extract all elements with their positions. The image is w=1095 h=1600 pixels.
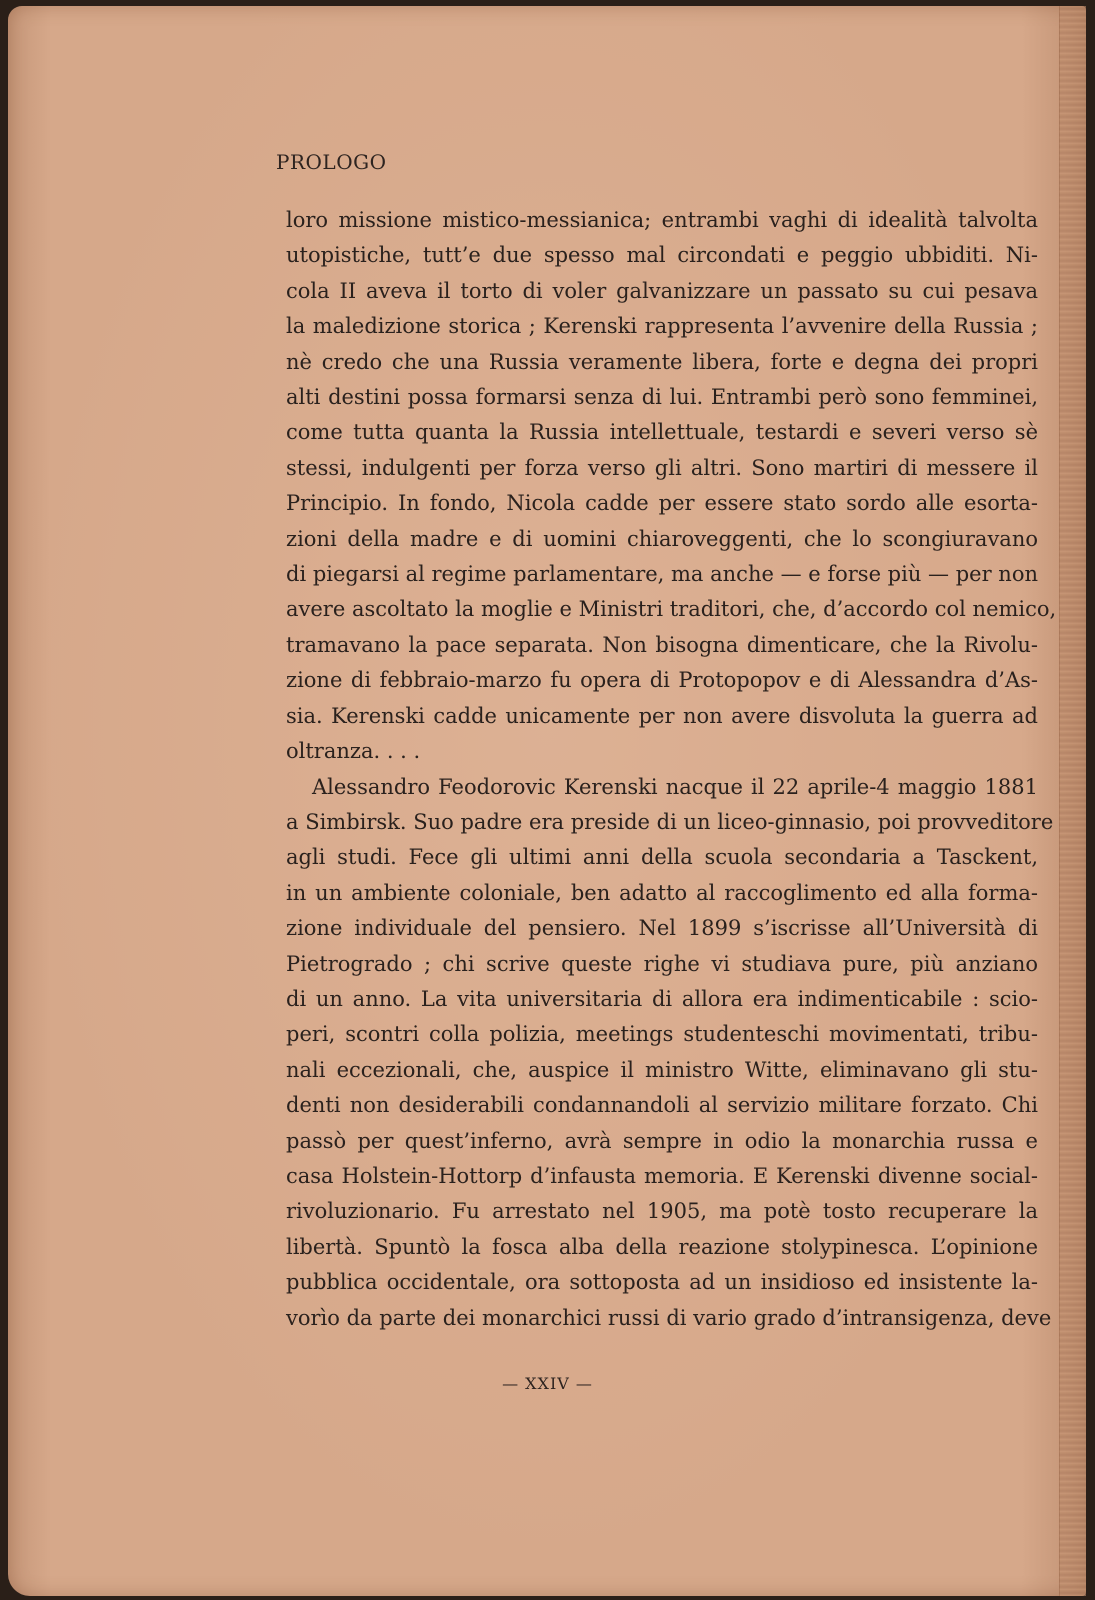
text-line: rivoluzionario. Fu arrestato nel 1905, ma potè tosto recuperare la xyxy=(286,1199,1038,1224)
text-line: cola II aveva il torto di voler galvanizzare un passato su cui pesava xyxy=(286,278,1038,303)
text-line: tramavano la pace separata. Non bisogna dimenticare, che la Rivolu- xyxy=(286,632,1038,657)
text-line: stessi, indulgenti per forza verso gli altri. Sono martiri di messere il xyxy=(286,455,1038,480)
text-line: agli studi. Fece gli ultimi anni della scuola secondaria a Tasckent, xyxy=(286,845,1038,870)
text-line: come tutta quanta la Russia intellettuale, testardi e severi verso sè xyxy=(286,420,1038,445)
text-line: passò per quest’inferno, avrà sempre in odio la monarchia russa e xyxy=(286,1128,1038,1153)
text-line: casa Holstein-Hottorp d’infausta memoria. E Kerenski divenne social- xyxy=(286,1163,1038,1188)
text-line: denti non desiderabili condannandoli al servizio militare forzato. Chi xyxy=(286,1093,1038,1118)
text-line: di un anno. La vita universitaria di allora era indimenticabile : scio- xyxy=(286,986,1038,1011)
running-head: PROLOGO xyxy=(276,150,387,174)
text-line: libertà. Spuntò la fosca alba della reazione stolypinesca. L’opinione xyxy=(286,1234,1038,1259)
text-line: Principio. In fondo, Nicola cadde per essere stato sordo alle esorta- xyxy=(286,491,1038,516)
text-line: pubblica occidentale, ora sottoposta ad un insidioso ed insistente la- xyxy=(286,1270,1038,1295)
text-line: alti destini possa formarsi senza di lui. Entrambi però sono femminei, xyxy=(286,385,1038,410)
paragraph-1 xyxy=(286,203,1057,770)
text-line: loro missione mistico-messianica; entrambi vaghi di idealità talvolta xyxy=(286,208,1038,232)
text-line: nali eccezionali, che, auspice il ministro Witte, eliminavano gli stu- xyxy=(286,1057,1038,1082)
text-line: oltranza. . . . xyxy=(286,739,421,764)
text-line: di piegarsi al regime parlamentare, ma anche — e forse più — per non xyxy=(286,562,1038,587)
text-line: vorìo da parte dei monarchici russi di vario grado d’intransigenza, deve xyxy=(286,1305,1052,1330)
text-line: Pietrogrado ; chi scrive queste righe vi studiava pure, più anziano xyxy=(286,951,1038,976)
text-line: zione di febbraio-marzo fu opera di Protopopov e di Alessandra d’As- xyxy=(286,668,1038,693)
text-line: zione individuale del pensiero. Nel 1899 s’iscrisse all’Università di xyxy=(286,916,1038,941)
body-text xyxy=(286,203,1057,1336)
text-line: la maledizione storica ; Kerenski rappresenta l’avvenire della Russia ; xyxy=(286,314,1038,339)
text-line: utopistiche, tutt’e due spesso mal circondati e peggio ubbiditi. Ni- xyxy=(286,243,1038,268)
text-line: nè credo che una Russia veramente libera, forte e degna dei propri xyxy=(286,349,1038,374)
text-line: Alessandro Feodorovic Kerenski nacque il 22 aprile-4 maggio 1881 xyxy=(312,774,1038,799)
text-line: in un ambiente coloniale, ben adatto al raccoglimento ed alla forma- xyxy=(286,880,1038,905)
page-number: — XXIV — xyxy=(502,1374,593,1393)
page-edge xyxy=(1059,6,1086,1596)
text-line: sia. Kerenski cadde unicamente per non avere disvoluta la guerra ad xyxy=(286,703,1038,728)
text-line: peri, scontri colla polizia, meetings studenteschi movimentati, tribu- xyxy=(286,1022,1038,1047)
text-line: a Simbirsk. Suo padre era preside di un liceo-ginnasio, poi provveditore xyxy=(286,809,1054,834)
paragraph-2 xyxy=(286,770,1054,1337)
text-line: zioni della madre e di uomini chiaroveggenti, che lo scongiuravano xyxy=(286,526,1038,551)
text-line: avere ascoltato la moglie e Ministri traditori, che, d’accordo col nemico, xyxy=(286,597,1057,622)
